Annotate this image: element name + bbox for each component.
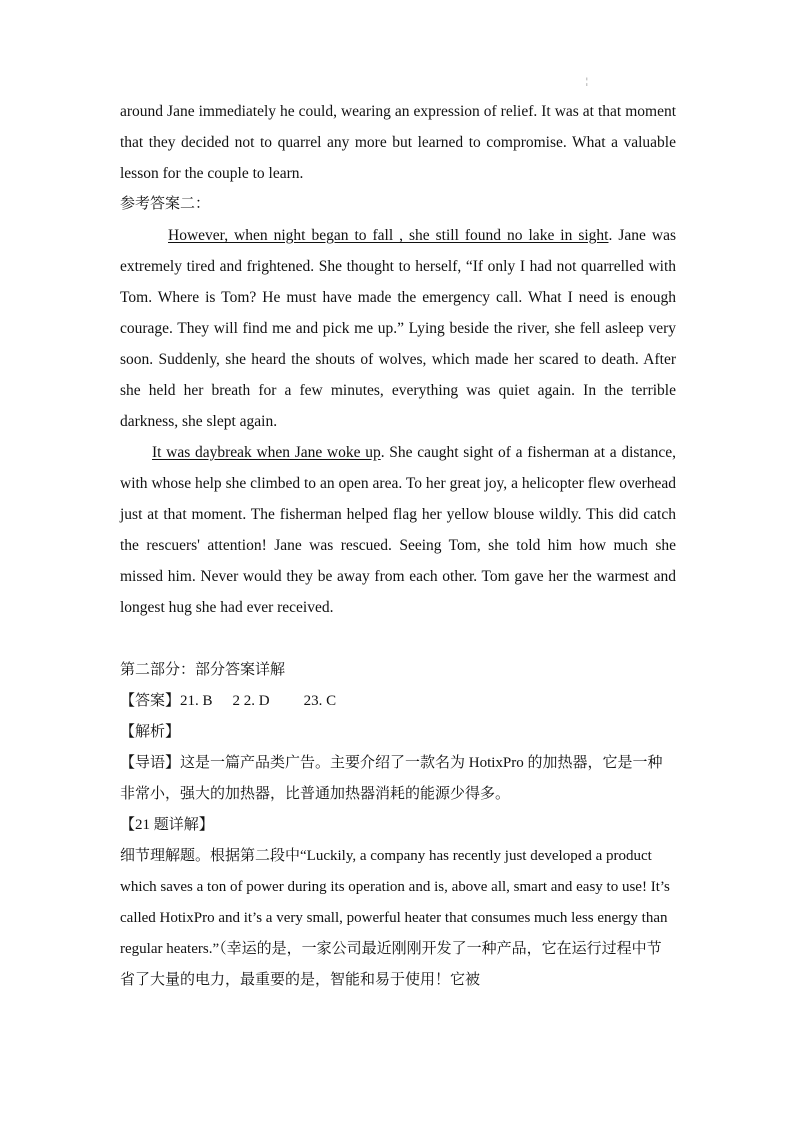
answer-label: 【答案】 — [120, 693, 181, 709]
answer-line — [120, 686, 676, 717]
paragraph-body: . She caught sight of a fisherman at a distance, with whose help she climbed to an open area. To her great joy, a helicopter flew overhead just at that moment. The fisherman helped flag her yellow blouse wildly. This did catch the rescuers' attention! Jane was rescued. Seeing Tom, she told him how much she missed him. Never would they be away from each other. Tom gave her the warmest and longest hug she had ever received. — [120, 444, 676, 616]
document-page — [120, 96, 676, 996]
q21-label: 【21 题详解】 — [120, 817, 214, 833]
intro-paragraph — [120, 748, 676, 810]
paragraph-daybreak — [120, 437, 676, 623]
q21-quote: “Luckily, a company has recently just developed a product which saves a ton of power during its operation and is, above all, smart and easy to use! It’s called HotixPro and it’s a very small, powerful heater that consumes much less energy than regular heaters.” — [120, 848, 670, 957]
answer-21: 21. B — [180, 693, 213, 709]
underlined-topic-sentence: It was daybreak when Jane woke up — [152, 444, 381, 461]
corner-mark: ¦ — [586, 76, 588, 86]
section-title: 第二部分：部分答案详解 — [120, 662, 286, 678]
answer-22: 2 2. D — [232, 693, 270, 709]
spacer — [120, 623, 676, 655]
q21-lead: 细节理解题。根据第二段中 — [120, 848, 301, 864]
paragraph-body: . Jane was extremely tired and frightened. She thought to herself, “If only I had not quarrelled with Tom. Where is Tom? He must have made the emergency call. What I need is enough courage. They will find me and pick me up.” Lying beside the river, she fell asleep very soon. Suddenly, she heard the shouts of wolves, which made her scared to death. After she held her breath for a few minutes, everything was quiet again. In the terrible darkness, she slept again. — [120, 227, 676, 430]
paragraph-continuation: around Jane immediately he could, wearing an expression of relief. It was at that moment that they decided not to quarrel any more but learned to compromise. What a valuable lesson for the couple to learn. — [120, 103, 676, 182]
paragraph-night — [120, 220, 676, 437]
underlined-topic-sentence: However, when night began to fall , she still found no lake in sight — [168, 227, 609, 244]
reference-answer-label: 参考答案二： — [120, 196, 211, 212]
analysis-label: 【解析】 — [120, 724, 181, 740]
intro-label: 【导语】 — [120, 755, 181, 771]
q21-translation: （幸运的是，一家公司最近刚刚开发了一种产品，它在运行过程中节省了大量的电力，最重要的是，智能和易于使用！它被 — [120, 941, 662, 988]
answer-23: 23. C — [303, 693, 337, 709]
intro-text: 这是一篇产品类广告。主要介绍了一款名为 HotixPro 的加热器，它是一种非常小，强大的加热器，比普通加热器消耗的能源少得多。 — [120, 755, 663, 802]
q21-explanation — [120, 841, 676, 996]
